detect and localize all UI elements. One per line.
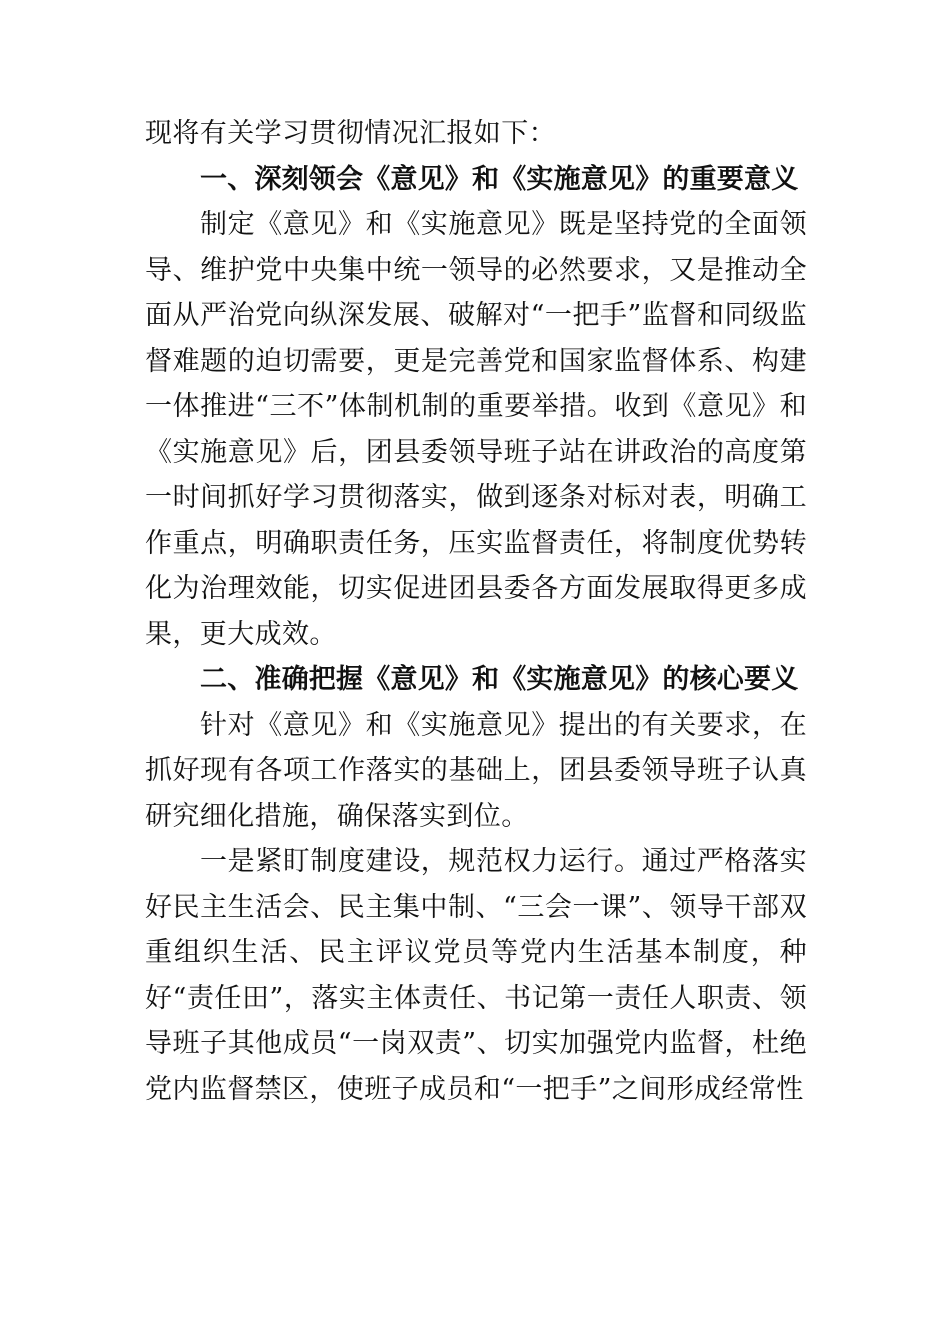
section-1-paragraph: 制定《意见》和《实施意见》既是坚持党的全面领导、维护党中央集中统一领导的必然要求，又是推动全面从严治党向纵深发展、破解对“一把手”监督和同级监督难题的迫切需要，更是完善党和国家监督体系、构建一体推进“三不”体制机制的重要举措。收到《意见》和《实施意见》后，团县委领导班子站在讲政治的高度第一时间抓好学习贯彻落实，做到逐条对标对表，明确工作重点，明确职责任务，压实监督责任，将制度优势转化为治理效能，切实促进团县委各方面发展取得更多成果，更大成效。: [145, 209, 807, 650]
intro-paragraph: 现将有关学习贯彻情况汇报如下：: [145, 118, 556, 149]
section-2-paragraph-1: 针对《意见》和《实施意见》提出的有关要求，在抓好现有各项工作落实的基础上，团县委领导班子认真研究细化措施，确保落实到位。: [145, 709, 807, 832]
document-body: [145, 111, 807, 1112]
section-1-heading: 一、深刻领会《意见》和《实施意见》的重要意义: [200, 163, 799, 195]
section-2-heading: 二、准确把握《意见》和《实施意见》的核心要义: [200, 664, 799, 695]
section-2-paragraph-2: 一是紧盯制度建设，规范权力运行。通过严格落实好民主生活会、民主集中制、“三会一课”、领导干部双重组织生活、民主评议党员等党内生活基本制度，种好“责任田”，落实主体责任、书记第一责任人职责、领导班子其他成员“一岗双责”、切实加强党内监督，杜绝党内监督禁区，使班子成员和“一把手”之间形成经常性: [145, 846, 807, 1105]
